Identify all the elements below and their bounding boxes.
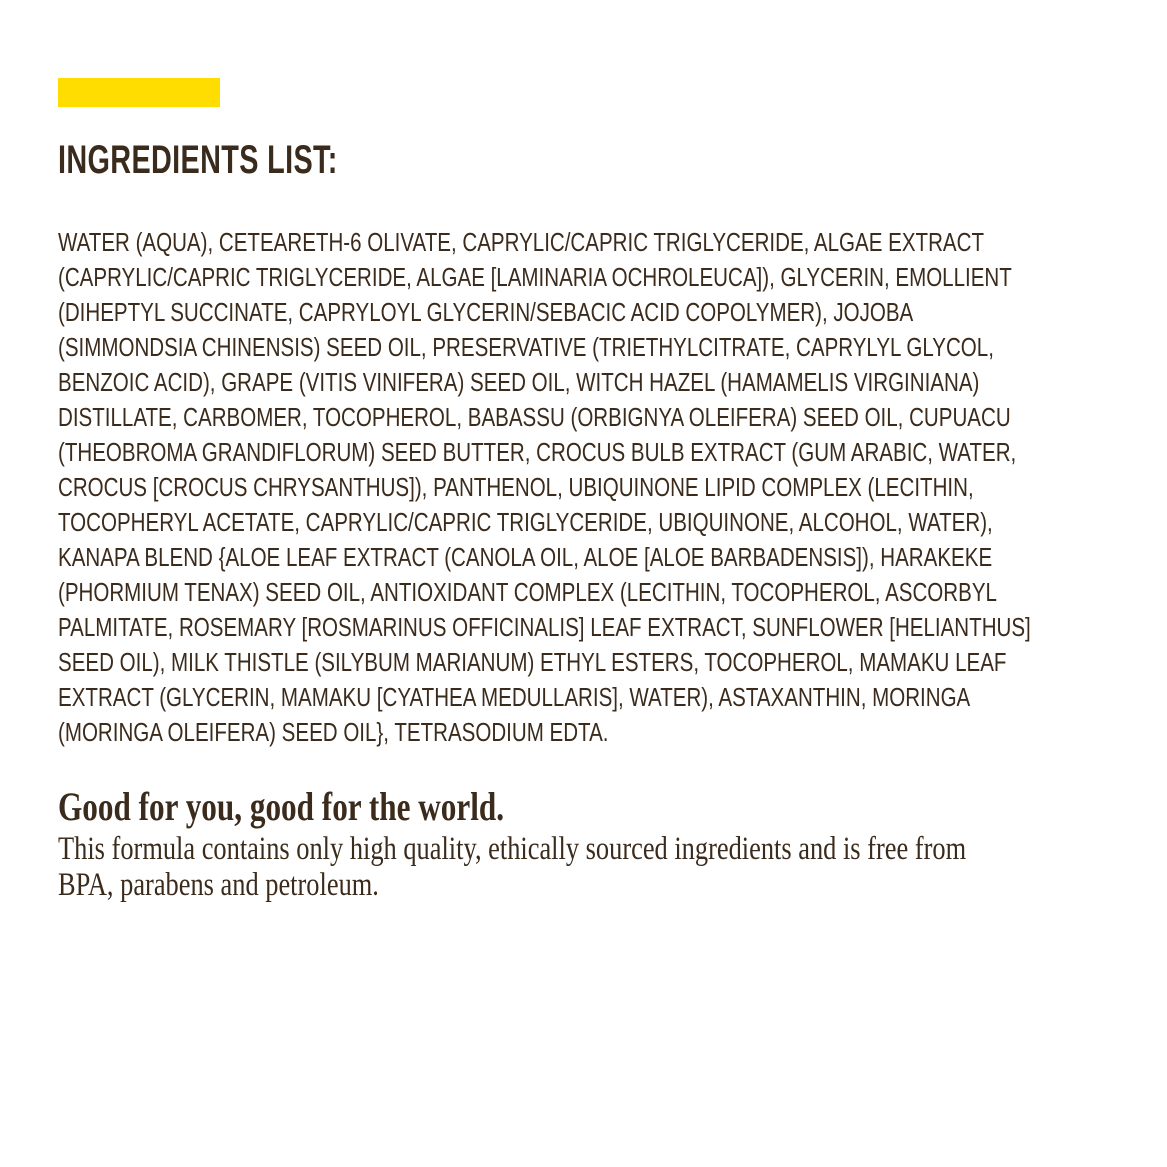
ingredient-line: EXTRACT (GLYCERIN, MAMAKU [CYATHEA MEDULLARIS], WATER), ASTAXANTHIN, MORINGA — [58, 682, 971, 712]
yellow-accent-bar — [58, 78, 220, 107]
ingredient-line: TOCOPHERYL ACETATE, CAPRYLIC/CAPRIC TRIGLYCERIDE, UBIQUINONE, ALCOHOL, WATER), — [58, 507, 993, 537]
tagline-line: BPA, parabens and petroleum. — [58, 867, 379, 903]
tagline-line: This formula contains only high quality, ethically sourced ingredients and is free from — [58, 831, 967, 867]
ingredient-line: KANAPA BLEND {ALOE LEAF EXTRACT (CANOLA OIL, ALOE [ALOE BARBADENSIS]), HARAKEKE — [58, 542, 993, 572]
ingredient-line: (SIMMONDSIA CHINENSIS) SEED OIL, PRESERVATIVE (TRIETHYLCITRATE, CAPRYLYL GLYCOL, — [58, 332, 994, 362]
ingredient-line: (MORINGA OLEIFERA) SEED OIL}, TETRASODIUM EDTA. — [58, 717, 609, 747]
tagline-heading: Good for you, good for the world. — [58, 784, 505, 829]
ingredient-line: PALMITATE, ROSEMARY [ROSMARINUS OFFICINALIS] LEAF EXTRACT, SUNFLOWER [HELIANTHUS] — [58, 612, 1031, 642]
ingredient-line: (DIHEPTYL SUCCINATE, CAPRYLOYL GLYCERIN/SEBACIC ACID COPOLYMER), JOJOBA — [58, 297, 914, 327]
ingredient-line: WATER (AQUA), CETEARETH-6 OLIVATE, CAPRYLIC/CAPRIC TRIGLYCERIDE, ALGAE EXTRACT — [58, 227, 985, 257]
ingredient-line: SEED OIL), MILK THISTLE (SILYBUM MARIANUM) ETHYL ESTERS, TOCOPHEROL, MAMAKU LEAF — [58, 647, 1007, 677]
ingredient-line: (THEOBROMA GRANDIFLORUM) SEED BUTTER, CROCUS BULB EXTRACT (GUM ARABIC, WATER, — [58, 437, 1017, 467]
ingredient-line: CROCUS [CROCUS CHRYSANTHUS]), PANTHENOL, UBIQUINONE LIPID COMPLEX (LECITHIN, — [58, 472, 974, 502]
ingredient-line: (PHORMIUM TENAX) SEED OIL, ANTIOXIDANT COMPLEX (LECITHIN, TOCOPHEROL, ASCORBYL — [58, 577, 997, 607]
tagline-paragraph — [58, 831, 966, 903]
ingredient-line: BENZOIC ACID), GRAPE (VITIS VINIFERA) SEED OIL, WITCH HAZEL (HAMAMELIS VIRGINIANA) — [58, 367, 980, 397]
ingredient-line: DISTILLATE, CARBOMER, TOCOPHEROL, BABASSU (ORBIGNYA OLEIFERA) SEED OIL, CUPUACU — [58, 402, 1011, 432]
ingredient-line: (CAPRYLIC/CAPRIC TRIGLYCERIDE, ALGAE [LAMINARIA OCHROLEUCA]), GLYCERIN, EMOLLIENT — [58, 262, 1012, 292]
ingredients-paragraph — [58, 225, 1125, 750]
ingredients-list-heading: INGREDIENTS LIST: — [58, 138, 338, 182]
